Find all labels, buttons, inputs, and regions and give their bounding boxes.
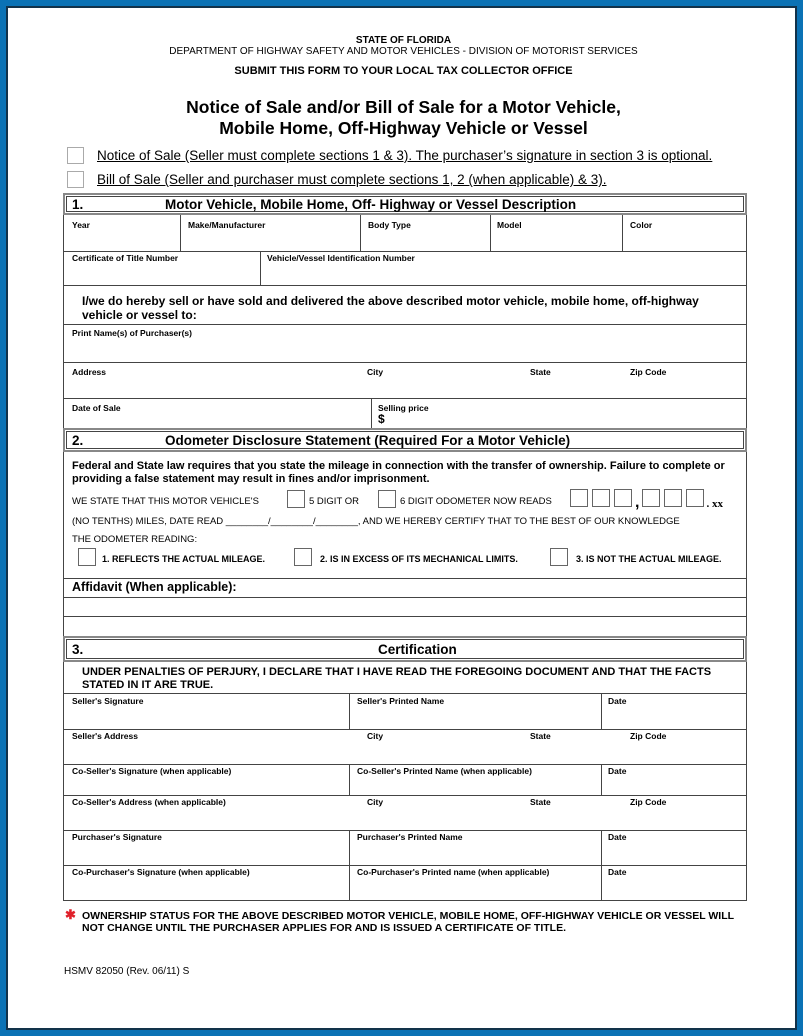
city-field[interactable]: City xyxy=(367,367,384,377)
year-field[interactable]: Year xyxy=(72,220,90,230)
excess-limits-checkbox[interactable] xyxy=(294,548,312,566)
state-heading: STATE OF FLORIDA xyxy=(355,35,452,46)
title-number-field[interactable]: Certificate of Title Number xyxy=(72,253,179,263)
five-digit-label: 5 DIGIT OR xyxy=(309,496,359,507)
selling-price-field[interactable]: Selling price xyxy=(378,403,429,413)
seller-state-field[interactable]: State xyxy=(530,731,551,741)
actual-mileage-checkbox[interactable] xyxy=(78,548,96,566)
odometer-law-text: Federal and State law requires that you state the mileage in connection with the transfer of ownership. Failure to complete or providing a false statement may result in fines and/or imprisonment. xyxy=(72,460,725,485)
section-3-header xyxy=(63,636,747,662)
bill-of-sale-label: Bill of Sale (Seller and purchaser must complete sections 1, 2 (when applicable) & 3). xyxy=(97,172,607,187)
make-field[interactable]: Make/Manufacturer xyxy=(188,220,266,230)
sale-statement: I/we do hereby sell or have sold and delivered the above described motor vehicle, mobile home, off-highway vehicle or vessel to: xyxy=(82,294,699,322)
coseller-signature-field[interactable]: Co-Seller's Signature (when applicable) xyxy=(72,766,232,776)
not-actual-label: 3. IS NOT THE ACTUAL MILEAGE. xyxy=(576,554,722,564)
seller-address-field[interactable]: Seller's Address xyxy=(72,731,138,741)
section-title: Certification xyxy=(378,642,457,657)
affidavit-label: Affidavit (When applicable): xyxy=(72,580,237,594)
submit-instruction: SUBMIT THIS FORM TO YOUR LOCAL TAX COLLECTOR OFFICE xyxy=(234,65,573,77)
title-line-2: Mobile Home, Off-Highway Vehicle or Vessel xyxy=(219,118,588,138)
excess-limits-label: 2. IS IN EXCESS OF ITS MECHANICAL LIMITS. xyxy=(320,554,518,564)
odometer-digit-box[interactable] xyxy=(642,489,660,507)
coseller-address-field[interactable]: Co-Seller's Address (when applicable) xyxy=(72,797,226,807)
address-field[interactable]: Address xyxy=(72,367,107,377)
odometer-digit-box[interactable] xyxy=(592,489,610,507)
bill-of-sale-checkbox[interactable] xyxy=(67,171,84,188)
seller-city-field[interactable]: City xyxy=(367,731,384,741)
color-field[interactable]: Color xyxy=(630,220,653,230)
odometer-statement: WE STATE THAT THIS MOTOR VEHICLE'S xyxy=(72,496,259,507)
odometer-digit-box[interactable] xyxy=(570,489,588,507)
section-number: 2. xyxy=(72,433,84,448)
purchaser-printed-name-field[interactable]: Purchaser's Printed Name xyxy=(357,832,463,842)
odometer-digit-box[interactable] xyxy=(664,489,682,507)
title-line-1: Notice of Sale and/or Bill of Sale for a Motor Vehicle, xyxy=(186,97,621,117)
purchaser-name-field[interactable]: Print Name(s) of Purchaser(s) xyxy=(72,328,192,338)
odometer-digit-box[interactable] xyxy=(614,489,632,507)
dollar-sign: $ xyxy=(378,412,385,426)
model-field[interactable]: Model xyxy=(497,220,522,230)
section-number: 1. xyxy=(72,197,84,212)
form-page xyxy=(6,6,797,1030)
coseller-zip-field[interactable]: Zip Code xyxy=(630,797,667,807)
copurchaser-date-field[interactable]: Date xyxy=(608,867,627,877)
seller-signature-field[interactable]: Seller's Signature xyxy=(72,696,144,706)
seller-zip-field[interactable]: Zip Code xyxy=(630,731,667,741)
copurchaser-printed-name-field[interactable]: Co-Purchaser's Printed name (when applicable) xyxy=(357,867,550,877)
ownership-note: OWNERSHIP STATUS FOR THE ABOVE DESCRIBED MOTOR VEHICLE, MOBILE HOME, OFF-HIGHWAY VEHICLE OR VESSEL WILL NOT CHANGE UNTIL THE PURCHASER APPLIES FOR AND IS ISSUED A CERTIFICATE OF TITLE. xyxy=(82,910,734,934)
asterisk-icon: ✱ xyxy=(65,907,76,922)
notice-of-sale-label: Notice of Sale (Seller must complete sections 1 & 3). The purchaser’s signature in section 3 is optional. xyxy=(97,148,713,163)
notice-of-sale-checkbox[interactable] xyxy=(67,147,84,164)
purchaser-date-field[interactable]: Date xyxy=(608,832,627,842)
form-id: HSMV 82050 (Rev. 06/11) S xyxy=(64,966,190,977)
coseller-city-field[interactable]: City xyxy=(367,797,384,807)
coseller-printed-name-field[interactable]: Co-Seller's Printed Name (when applicable) xyxy=(357,766,532,776)
date-read-line[interactable]: (NO TENTHS) MILES, DATE READ ________/________/________, AND WE HEREBY CERTIFY THAT TO THE BEST OF OUR KNOWLEDGE xyxy=(72,516,680,527)
date-of-sale-field[interactable]: Date of Sale xyxy=(72,403,121,413)
seller-date-field[interactable]: Date xyxy=(608,696,627,706)
odometer-reading-label: THE ODOMETER READING: xyxy=(72,534,198,545)
section-title: Motor Vehicle, Mobile Home, Off- Highway or Vessel Description xyxy=(165,197,577,212)
form-title xyxy=(8,97,799,139)
department-heading: DEPARTMENT OF HIGHWAY SAFETY AND MOTOR VEHICLES - DIVISION OF MOTORIST SERVICES xyxy=(169,46,638,57)
copurchaser-signature-field[interactable]: Co-Purchaser's Signature (when applicable) xyxy=(72,867,250,877)
section-2-header xyxy=(63,428,747,452)
zip-field[interactable]: Zip Code xyxy=(630,367,667,377)
seller-printed-name-field[interactable]: Seller's Printed Name xyxy=(357,696,445,706)
comma: , xyxy=(635,494,640,511)
section-1-header xyxy=(63,193,747,215)
five-digit-checkbox[interactable] xyxy=(287,490,305,508)
actual-mileage-label: 1. REFLECTS THE ACTUAL MILEAGE. xyxy=(102,554,266,564)
affidavit-line[interactable] xyxy=(64,598,746,616)
section-number: 3. xyxy=(72,642,84,657)
six-digit-label: 6 DIGIT ODOMETER NOW READS xyxy=(400,496,552,507)
not-actual-checkbox[interactable] xyxy=(550,548,568,566)
coseller-state-field[interactable]: State xyxy=(530,797,551,807)
section-title: Odometer Disclosure Statement (Required For a Motor Vehicle) xyxy=(165,433,571,448)
state-field[interactable]: State xyxy=(530,367,551,377)
coseller-date-field[interactable]: Date xyxy=(608,766,627,776)
purchaser-signature-field[interactable]: Purchaser's Signature xyxy=(72,832,162,842)
affidavit-line[interactable] xyxy=(64,617,746,635)
six-digit-checkbox[interactable] xyxy=(378,490,396,508)
vin-field[interactable]: Vehicle/Vessel Identification Number xyxy=(267,253,415,263)
perjury-statement: UNDER PENALTIES OF PERJURY, I DECLARE THAT I HAVE READ THE FOREGOING DOCUMENT AND THAT THE FACTS STATED IN IT ARE TRUE. xyxy=(82,666,712,691)
odometer-digit-box[interactable] xyxy=(686,489,704,507)
body-type-field[interactable]: Body Type xyxy=(368,220,411,230)
tenths-label: . xx xyxy=(706,498,723,510)
odometer-reading-boxes xyxy=(570,489,723,512)
